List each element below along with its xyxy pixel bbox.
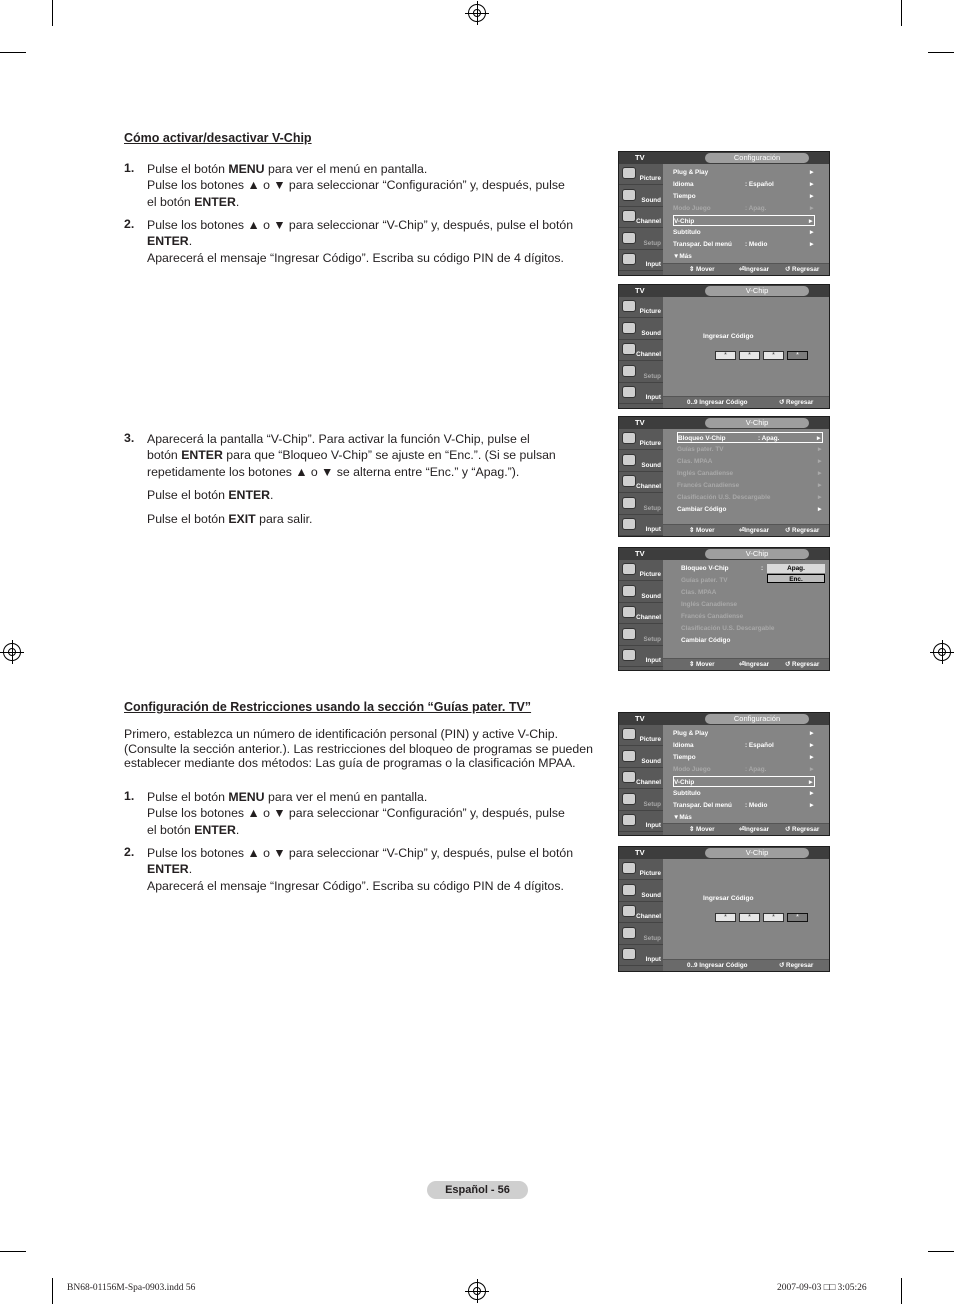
osd-menu-row — [681, 587, 815, 598]
osd-sidebar-item-channel — [619, 472, 663, 493]
channel-icon — [622, 905, 636, 917]
osd-row-label: Tiempo — [673, 754, 696, 761]
osd-row-label: Clasificación U.S. Descargable — [677, 494, 771, 501]
osd-menu-row — [673, 800, 815, 811]
arrow-right-icon: ► — [808, 229, 815, 236]
osd-sidebar-item-sound — [619, 747, 663, 768]
osd-menu-row — [681, 611, 815, 622]
osd-tv-label: TV — [635, 549, 645, 558]
arrow-right-icon: ► — [808, 181, 815, 188]
osd-sidebar-label: Sound — [641, 329, 661, 337]
footer-file-info: BN68-01156M-Spa-0903.indd 56 — [67, 1283, 196, 1293]
osd-sidebar-label: Setup — [643, 635, 661, 643]
osd-title: V-Chip — [705, 549, 809, 559]
osd-title-bar — [619, 713, 829, 725]
osd-menu-row — [673, 251, 815, 262]
osd-code-digit: * — [739, 351, 760, 360]
setup-icon — [622, 793, 636, 805]
osd-code-screen — [618, 284, 830, 409]
osd-row-label: Transpar. Del menú — [673, 802, 732, 809]
osd-config-screen — [618, 151, 830, 276]
osd-code-digit: * — [715, 913, 736, 922]
osd-code-digit: * — [739, 913, 760, 922]
setup-icon — [622, 232, 636, 244]
osd-menu-row — [681, 623, 815, 634]
osd-sidebar-item-setup — [619, 790, 663, 811]
arrow-right-icon: ► — [816, 470, 823, 477]
arrow-right-icon: ► — [808, 754, 815, 761]
osd-sidebar-label: Input — [645, 394, 661, 401]
osd-row-label: Subtítulo — [673, 790, 701, 797]
osd-sidebar-label: Picture — [639, 870, 661, 877]
osd-code-digit: * — [787, 913, 808, 922]
registration-mark-icon — [468, 4, 486, 22]
registration-mark-icon — [3, 643, 21, 661]
osd-sidebar-label: Picture — [639, 175, 661, 182]
osd-sidebar-label: Channel — [636, 218, 661, 225]
osd-footer-code: 0..9 Ingresar Código — [687, 962, 748, 969]
osd-footer — [663, 524, 829, 536]
osd-menu-row — [677, 432, 823, 443]
osd-menu-row — [673, 203, 815, 214]
osd-sidebar-item-input — [619, 250, 663, 271]
arrow-right-icon: ► — [808, 742, 815, 749]
osd-row-label: Francés Canadiense — [677, 482, 740, 489]
osd-code-digit: * — [715, 351, 736, 360]
step-text: Pulse los botones ▲ o ▼ para seleccionar “V-Chip” y, después, pulse el botón ENTER. Aparecerá el mensaje “Ingresar Código”. Escriba su código PIN de 4 dígitos. — [147, 846, 574, 893]
osd-footer-return: ↺ Regresar — [785, 661, 820, 668]
osd-vchip-lock-screen — [618, 547, 830, 671]
arrow-right-icon: ► — [808, 802, 815, 809]
osd-sidebar — [619, 725, 663, 835]
osd-row-label: Clas. MPAA — [677, 458, 713, 465]
osd-sidebar-item-channel — [619, 207, 663, 228]
osd-row-label: ▼Más — [673, 253, 692, 260]
osd-footer-code: 0..9 Ingresar Código — [687, 399, 748, 406]
osd-sidebar — [619, 429, 663, 536]
osd-row-label: Inglés Canadiense — [681, 601, 738, 608]
step-number: 2. — [124, 845, 135, 859]
osd-sidebar-label: Sound — [641, 592, 661, 600]
osd-sidebar-label: Channel — [636, 351, 661, 358]
footer-timestamp: 2007-09-03 □□ 3:05:26 — [777, 1283, 867, 1293]
osd-code-dots — [715, 344, 811, 362]
osd-sidebar-item-sound — [619, 881, 663, 902]
osd-sidebar-label: Setup — [643, 800, 661, 808]
osd-sidebar-item-setup — [619, 362, 663, 383]
osd-sidebar-item-channel — [619, 902, 663, 923]
osd-sidebar-label: Sound — [641, 196, 661, 204]
arrow-right-icon: ► — [816, 482, 823, 489]
osd-menu-row — [673, 167, 815, 178]
osd-sidebar-item-setup — [619, 924, 663, 945]
osd-sidebar-label: Input — [645, 956, 661, 963]
picture-icon — [622, 728, 636, 740]
osd-row-value: : Medio — [745, 241, 768, 248]
osd-title: Configuración — [705, 714, 809, 724]
osd-tv-label: TV — [635, 714, 645, 723]
osd-footer — [663, 823, 829, 835]
osd-sidebar-label: Input — [645, 261, 661, 268]
osd-menu-row — [681, 599, 815, 610]
osd-code-digit: * — [763, 351, 784, 360]
arrow-right-icon: ► — [815, 435, 822, 442]
osd-menu-row — [673, 776, 815, 787]
channel-icon — [622, 210, 636, 222]
osd-row-label: Idioma — [673, 181, 694, 188]
osd-title-bar — [619, 548, 829, 560]
picture-icon — [622, 862, 636, 874]
osd-row-label: V-Chip — [674, 218, 695, 225]
osd-title-bar — [619, 847, 829, 859]
osd-footer-return: ↺ Regresar — [779, 399, 814, 406]
option-enc: Enc. — [767, 574, 825, 583]
osd-sidebar-item-sound — [619, 319, 663, 340]
osd-sidebar-item-channel — [619, 340, 663, 361]
osd-sidebar-label: Channel — [636, 779, 661, 786]
channel-icon — [622, 771, 636, 783]
crop-mark — [901, 0, 902, 26]
osd-footer-move: ⇕ Mover — [689, 266, 715, 273]
osd-sidebar-item-input — [619, 383, 663, 404]
osd-sidebar-item-picture — [619, 429, 663, 450]
osd-menu-row — [677, 456, 823, 467]
osd-menu-row — [673, 740, 815, 751]
osd-menu-row — [673, 788, 815, 799]
crop-mark — [0, 52, 26, 53]
osd-row-label: Transpar. Del menú — [673, 241, 732, 248]
osd-code-dots — [715, 906, 811, 924]
osd-code-digit: * — [787, 351, 808, 360]
arrow-right-icon: ► — [816, 446, 823, 453]
osd-menu-row — [677, 480, 823, 491]
osd-footer-enter: ⏎Ingresar — [739, 661, 770, 668]
osd-title: Configuración — [705, 153, 809, 163]
osd-row-label: Subtítulo — [673, 229, 701, 236]
osd-menu-row — [673, 239, 815, 250]
page-number-badge: Español - 56 — [427, 1181, 528, 1199]
osd-menu-row — [681, 635, 815, 646]
osd-row-label: Clas. MPAA — [681, 589, 717, 596]
arrow-right-icon: ► — [808, 766, 815, 773]
osd-sidebar-item-sound — [619, 186, 663, 207]
osd-row-label: Tiempo — [673, 193, 696, 200]
osd-row-label: Modo Juego — [673, 205, 711, 212]
osd-sidebar-label: Sound — [641, 757, 661, 765]
osd-row-label: Clasificación U.S. Descargable — [681, 625, 775, 632]
osd-menu-row — [673, 764, 815, 775]
registration-mark-icon — [933, 643, 951, 661]
osd-menu-row — [677, 444, 823, 455]
sound-icon — [622, 750, 636, 762]
crop-mark — [928, 1251, 954, 1252]
arrow-right-icon: ► — [808, 169, 815, 176]
osd-config-screen — [618, 712, 830, 836]
arrow-right-icon: ► — [808, 790, 815, 797]
osd-sidebar-label: Input — [645, 657, 661, 664]
osd-sidebar-item-channel — [619, 768, 663, 789]
osd-row-label: Modo Juego — [673, 766, 711, 773]
osd-footer-return: ↺ Regresar — [785, 826, 820, 833]
osd-title: V-Chip — [705, 848, 809, 858]
osd-sidebar-label: Setup — [643, 239, 661, 247]
osd-sidebar-label: Picture — [639, 308, 661, 315]
osd-sidebar-item-picture — [619, 164, 663, 185]
osd-sidebar — [619, 560, 663, 670]
osd-sidebar-item-setup — [619, 625, 663, 646]
osd-code-digit: * — [763, 913, 784, 922]
picture-icon — [622, 563, 636, 575]
osd-row-label: V-Chip — [674, 779, 695, 786]
osd-footer-move: ⇕ Mover — [689, 527, 715, 534]
osd-tv-label: TV — [635, 153, 645, 162]
channel-icon — [622, 475, 636, 487]
osd-footer — [663, 396, 829, 408]
step-number: 1. — [124, 161, 135, 175]
step-text: Aparecerá la pantalla “V-Chip”. Para activar la función V-Chip, pulse el botón ENTER para que “Bloqueo V-Chip” se ajuste en “Enc.”. (Si se pulsan repetidamente los botones ▲ o ▼ se alterna entre “Enc.” y “Apag.”). Pulse el botón ENTER. Pulse el botón EXIT para salir. — [147, 432, 556, 526]
osd-sidebar — [619, 164, 663, 275]
intro-text: Primero, establezca un número de identificación personal (PIN) y active V-Chip. (Consulte la sección anterior.). Las restricciones del bloqueo de programas se pueden establecer mediante dos métodos: Las guía de programas o la clasificación MPAA. — [124, 727, 593, 770]
osd-row-value: : Medio — [745, 802, 768, 809]
sound-icon — [622, 189, 636, 201]
osd-sidebar-item-input — [619, 811, 663, 832]
osd-row-label: Cambiar Código — [681, 637, 731, 644]
osd-row-label: ▼Más — [673, 814, 692, 821]
crop-mark — [0, 1251, 26, 1252]
osd-sidebar-item-input — [619, 945, 663, 966]
osd-row-colon: : — [761, 565, 764, 572]
osd-sidebar-label: Picture — [639, 736, 661, 743]
setup-icon — [622, 927, 636, 939]
osd-code-screen — [618, 846, 830, 972]
osd-row-value: : Apag. — [745, 205, 767, 212]
input-icon — [622, 386, 636, 398]
osd-menu-row — [673, 728, 815, 739]
sound-icon — [622, 322, 636, 334]
arrow-right-icon: ► — [808, 730, 815, 737]
osd-menu-row — [677, 492, 823, 503]
osd-tv-label: TV — [635, 418, 645, 427]
osd-row-label: Guías pater. TV — [681, 577, 728, 584]
osd-footer-return: ↺ Regresar — [779, 962, 814, 969]
osd-tv-label: TV — [635, 286, 645, 295]
osd-sidebar-label: Setup — [643, 934, 661, 942]
osd-sidebar-label: Input — [645, 822, 661, 829]
osd-footer-move: ⇕ Mover — [689, 661, 715, 668]
osd-sidebar-label: Setup — [643, 372, 661, 380]
osd-menu-row — [677, 504, 823, 515]
setup-icon — [622, 365, 636, 377]
osd-footer — [663, 959, 829, 971]
osd-sidebar-item-picture — [619, 859, 663, 880]
osd-row-label: Francés Canadiense — [681, 613, 744, 620]
arrow-right-icon: ► — [816, 458, 823, 465]
osd-footer-return: ↺ Regresar — [785, 527, 820, 534]
osd-sidebar-item-sound — [619, 582, 663, 603]
osd-sidebar-item-input — [619, 515, 663, 536]
osd-sidebar-item-setup — [619, 229, 663, 250]
osd-menu-row — [673, 752, 815, 763]
osd-row-label: Bloqueo V-Chip — [678, 435, 726, 442]
osd-footer-enter: ⏎Ingresar — [739, 527, 770, 534]
step-text: Pulse el botón MENU para ver el menú en pantalla. Pulse los botones ▲ o ▼ para seleccionar “Configuración” y, después, pulse el botón ENTER. — [147, 162, 565, 209]
crop-mark — [928, 52, 954, 53]
osd-sidebar-label: Picture — [639, 571, 661, 578]
channel-icon — [622, 606, 636, 618]
osd-sidebar-label: Input — [645, 526, 661, 533]
osd-title-bar — [619, 417, 829, 429]
osd-row-label: Idioma — [673, 742, 694, 749]
osd-main-area — [663, 429, 829, 524]
osd-sidebar-item-picture — [619, 297, 663, 318]
osd-row-label: Inglés Canadiense — [677, 470, 734, 477]
osd-sidebar-label: Channel — [636, 483, 661, 490]
step-number: 3. — [124, 431, 135, 445]
osd-sidebar — [619, 297, 663, 408]
osd-main-area — [663, 164, 829, 263]
osd-sidebar-item-picture — [619, 560, 663, 581]
osd-code-label: Ingresar Código — [703, 333, 754, 340]
input-icon — [622, 518, 636, 530]
osd-sidebar-item-picture — [619, 725, 663, 746]
osd-menu-row — [673, 215, 815, 226]
step-text: Pulse el botón MENU para ver el menú en pantalla. Pulse los botones ▲ o ▼ para seleccionar “Configuración” y, después, pulse el botón ENTER. — [147, 790, 565, 837]
crop-mark — [52, 1278, 53, 1304]
osd-row-value: : Español — [745, 181, 774, 188]
input-icon — [622, 814, 636, 826]
picture-icon — [622, 167, 636, 179]
osd-footer-enter: ⏎Ingresar — [739, 266, 770, 273]
registration-mark-icon — [468, 1282, 486, 1300]
osd-row-value: : Apag. — [745, 766, 767, 773]
osd-row-label: Plug & Play — [673, 169, 709, 176]
osd-menu-row — [677, 468, 823, 479]
osd-title: V-Chip — [705, 286, 809, 296]
osd-code-label: Ingresar Código — [703, 895, 754, 902]
osd-main-area — [663, 725, 829, 823]
osd-vchip-screen — [618, 416, 830, 537]
section-heading: Cómo activar/desactivar V-Chip — [124, 131, 312, 145]
step-number: 1. — [124, 789, 135, 803]
arrow-right-icon: ► — [816, 506, 823, 513]
step-text: Pulse los botones ▲ o ▼ para seleccionar “V-Chip” y, después, pulse el botón ENTER. Aparecerá el mensaje “Ingresar Código”. Escriba su código PIN de 4 dígitos. — [147, 218, 574, 265]
input-icon — [622, 253, 636, 265]
osd-menu-row — [673, 179, 815, 190]
osd-menu-row — [673, 191, 815, 202]
osd-footer-enter: ⏎Ingresar — [739, 826, 770, 833]
sound-icon — [622, 884, 636, 896]
sound-icon — [622, 454, 636, 466]
osd-row-label: Cambiar Código — [677, 506, 727, 513]
input-icon — [622, 948, 636, 960]
osd-row-label: Bloqueo V-Chip — [681, 565, 729, 572]
arrow-right-icon: ► — [808, 193, 815, 200]
osd-row-value: : Apag. — [758, 435, 780, 442]
crop-mark — [901, 1278, 902, 1304]
osd-footer — [663, 658, 829, 670]
osd-title: V-Chip — [705, 418, 809, 428]
osd-sidebar-label: Sound — [641, 891, 661, 899]
osd-sidebar-label: Setup — [643, 504, 661, 512]
osd-sidebar-item-setup — [619, 494, 663, 515]
osd-menu-row — [673, 227, 815, 238]
section-heading: Configuración de Restricciones usando la sección “Guías pater. TV” — [124, 700, 532, 714]
picture-icon — [622, 432, 636, 444]
osd-sidebar-item-sound — [619, 451, 663, 472]
setup-icon — [622, 497, 636, 509]
osd-row-label: Guías pater. TV — [677, 446, 724, 453]
osd-sidebar-label: Picture — [639, 440, 661, 447]
osd-sidebar-label: Channel — [636, 614, 661, 621]
osd-footer-move: ⇕ Mover — [689, 826, 715, 833]
sound-icon — [622, 585, 636, 597]
osd-footer — [663, 263, 829, 275]
osd-sidebar — [619, 859, 663, 971]
osd-title-bar — [619, 152, 829, 164]
osd-main-area — [663, 560, 829, 658]
step-number: 2. — [124, 217, 135, 231]
osd-main-area — [663, 297, 829, 396]
arrow-right-icon: ► — [816, 494, 823, 501]
osd-footer-return: ↺ Regresar — [785, 266, 820, 273]
arrow-right-icon: ► — [807, 218, 814, 225]
input-icon — [622, 649, 636, 661]
crop-mark — [52, 0, 53, 26]
picture-icon — [622, 300, 636, 312]
arrow-right-icon: ► — [808, 241, 815, 248]
channel-icon — [622, 343, 636, 355]
osd-sidebar-item-input — [619, 646, 663, 667]
osd-main-area — [663, 859, 829, 959]
osd-sidebar-label: Channel — [636, 913, 661, 920]
osd-row-value: : Español — [745, 742, 774, 749]
osd-tv-label: TV — [635, 848, 645, 857]
option-apag: Apag. — [767, 564, 825, 573]
setup-icon — [622, 628, 636, 640]
osd-sidebar-item-channel — [619, 603, 663, 624]
osd-title-bar — [619, 285, 829, 297]
arrow-right-icon: ► — [808, 205, 815, 212]
arrow-right-icon: ► — [807, 779, 814, 786]
osd-menu-row — [673, 812, 815, 823]
osd-sidebar-label: Sound — [641, 461, 661, 469]
osd-row-label: Plug & Play — [673, 730, 709, 737]
